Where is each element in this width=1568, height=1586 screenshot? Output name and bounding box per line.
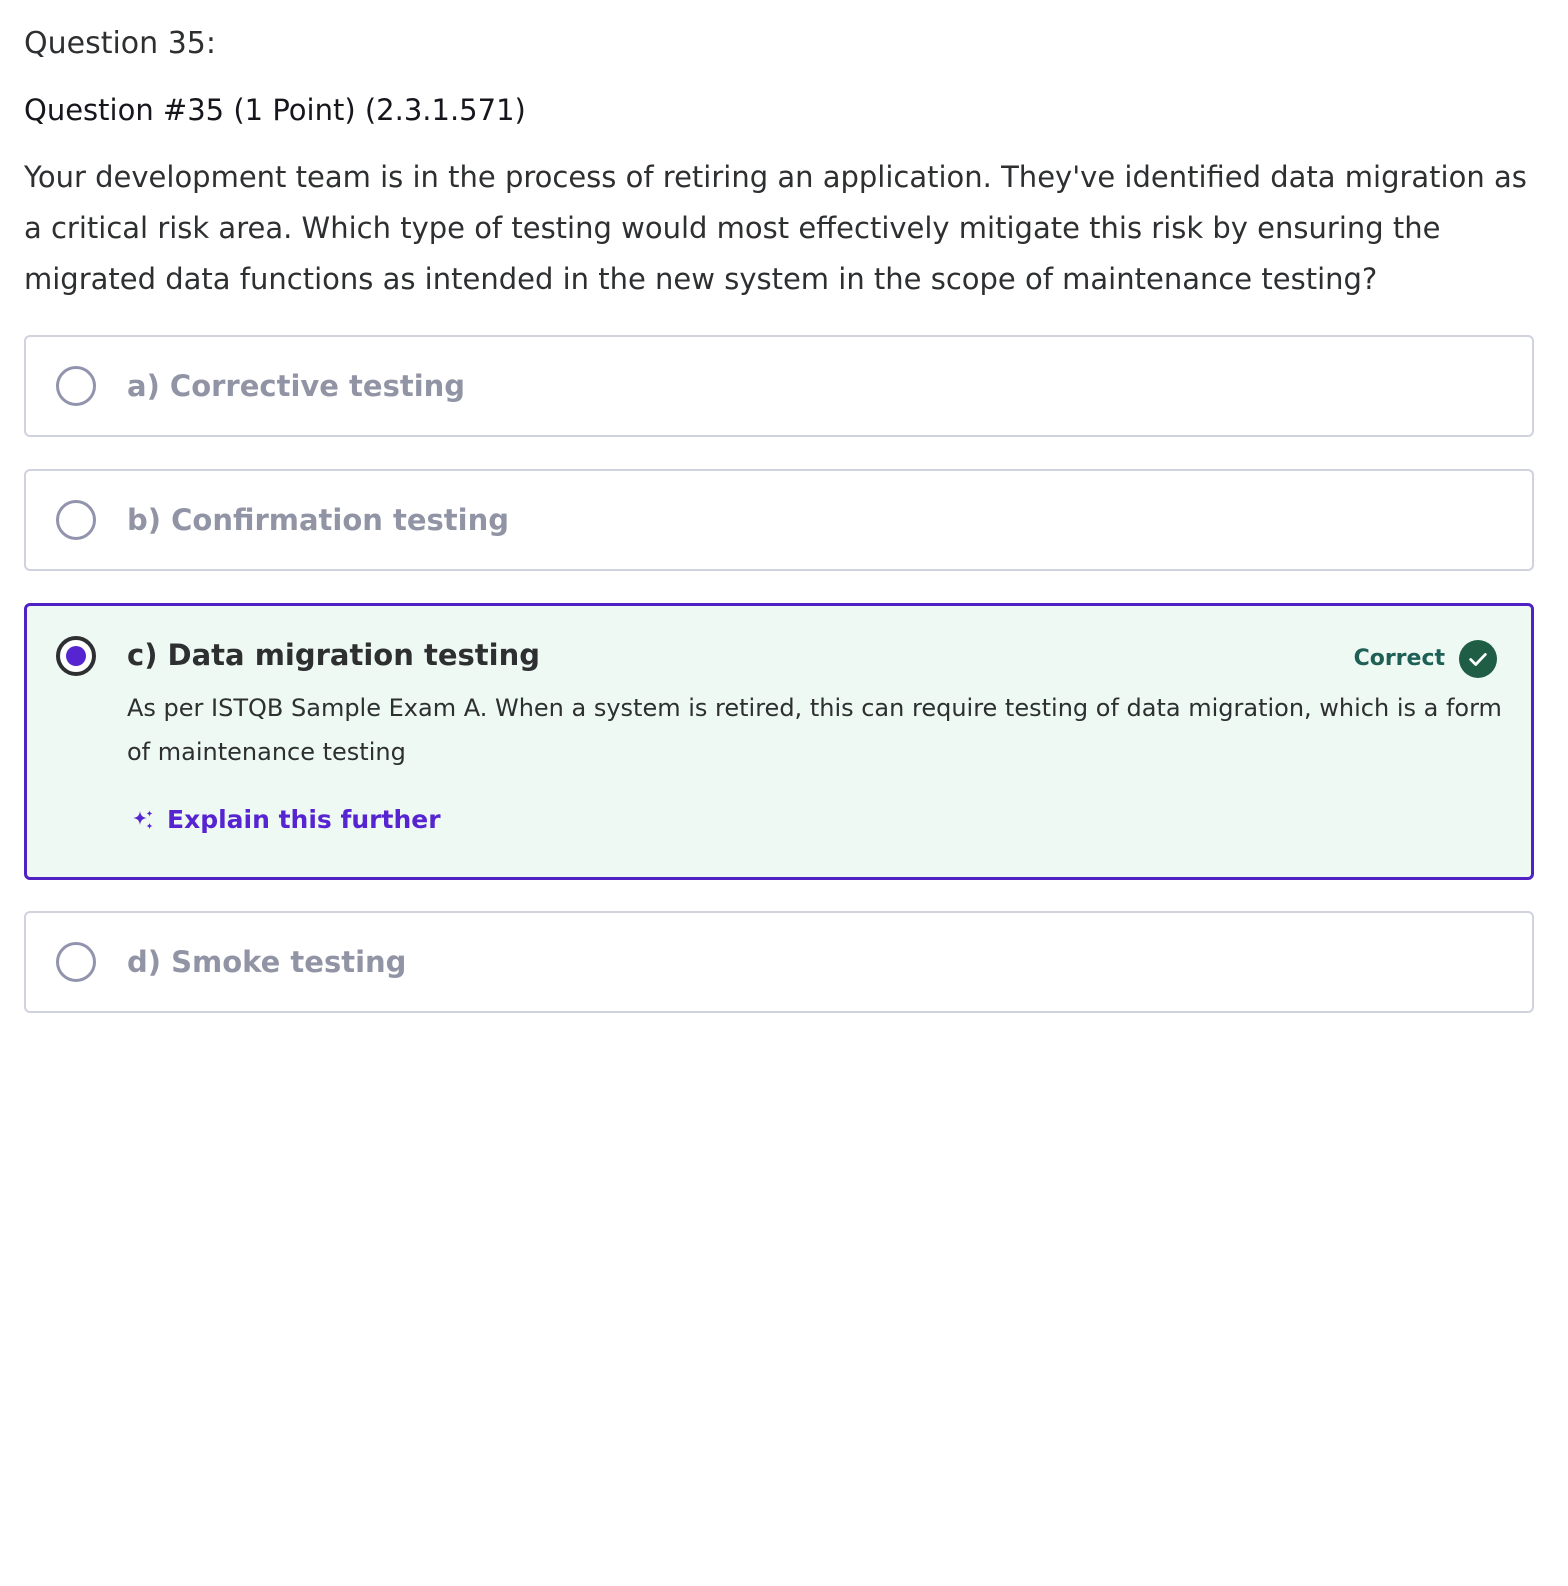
answer-option-label: c) Data migration testing <box>127 638 540 672</box>
answer-explanation: As per ISTQB Sample Exam A. When a system is retired, this can require testing of data migration, which is a form of maintenance testing <box>127 694 1502 766</box>
answer-option-label: b) Confirmation testing <box>127 503 510 537</box>
correct-badge <box>1354 640 1497 678</box>
answer-option-a[interactable] <box>24 335 1534 437</box>
sparkle-icon <box>131 808 155 832</box>
question-header: Question #35 (1 Point) (2.3.1.571) <box>24 93 526 127</box>
radio-dot <box>66 646 86 666</box>
answer-option-c[interactable] <box>24 603 1534 880</box>
radio-checked-icon[interactable] <box>56 636 96 676</box>
explain-further-button[interactable] <box>131 802 441 838</box>
answer-option-d[interactable] <box>24 911 1534 1013</box>
radio-unchecked-icon[interactable] <box>56 500 96 540</box>
question-number-label: Question 35: <box>24 26 216 61</box>
answer-option-label: d) Smoke testing <box>127 945 407 979</box>
question-text: Your development team is in the process of retiring an application. They've identified data migration as a critical risk area. Which type of testing would most effectively mitigate this risk by ensuring the migrated data functions as intended in the new system in the scope of maintenance testing? <box>24 160 1527 296</box>
check-circle-icon <box>1459 640 1497 678</box>
correct-label: Correct <box>1353 646 1445 671</box>
radio-unchecked-icon[interactable] <box>56 366 96 406</box>
answer-option-b[interactable] <box>24 469 1534 571</box>
radio-unchecked-icon[interactable] <box>56 942 96 982</box>
answer-option-label: a) Corrective testing <box>127 369 466 403</box>
explain-further-label: Explain this further <box>167 805 441 834</box>
